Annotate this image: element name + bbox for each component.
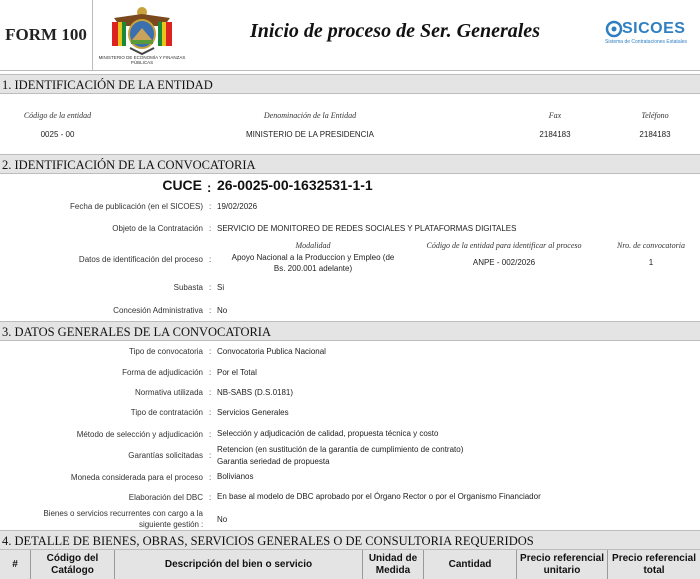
page-title: Inicio de proceso de Ser. Generales <box>250 20 540 42</box>
entity-code-value: 0025 - 00 <box>40 130 75 139</box>
col-total-price: Precio referencial total <box>612 552 696 576</box>
col-catalog-code: Código del Catálogo <box>31 550 115 579</box>
col-unit-price: Precio referencial unitario <box>517 550 608 579</box>
section-call-title: 2. IDENTIFICACIÓN DE LA CONVOCATORIA <box>0 154 700 174</box>
sicoes-logo-word: SICOES <box>622 20 686 37</box>
fax-value: 2184183 <box>539 130 571 139</box>
dbc-value: En base al modelo de DBC aprobado por el Órgano Rector o por el Organismo Financiador <box>217 492 541 501</box>
section-entity-title: 1. IDENTIFICACIÓN DE LA ENTIDAD <box>0 74 700 94</box>
regulation-value: NB-SABS (D.S.0181) <box>217 388 294 397</box>
dbc-label: Elaboración del DBC <box>128 493 203 502</box>
contract-type-value: Servicios Generales <box>217 408 289 417</box>
modality-line1: Apoyo Nacional a la Produccion y Empleo (de <box>231 253 395 262</box>
auction-value: Si <box>217 283 225 292</box>
call-number-value: 1 <box>648 258 654 267</box>
detail-table-header <box>0 549 700 579</box>
recurrent-label-line2: siguiente gestión <box>138 520 199 529</box>
recurrent-label-line1: Bienes o servicios recurrentes con cargo a la <box>43 509 203 518</box>
entity-name-value: MINISTERIO DE LA PRESIDENCIA <box>245 130 375 139</box>
form-label: FORM 100 <box>0 0 93 70</box>
col-description: Descripción del bien o servicio <box>115 550 363 579</box>
cuce-colon: : <box>207 180 212 195</box>
cuce-value: 26-0025-00-1632531-1-1 <box>217 177 373 193</box>
award-form-label: Forma de adjudicación <box>122 368 203 377</box>
phone-header: Teléfono <box>641 111 669 120</box>
award-form-value: Por el Total <box>217 368 257 377</box>
section-general-title: 3. DATOS GENERALES DE LA CONVOCATORIA <box>0 321 700 341</box>
object-label: Objeto de la Contratación <box>112 224 203 233</box>
cuce-label: CUCE <box>162 177 202 193</box>
guarantees-line1: Retencion (en sustitución de la garantía de cumplimiento de contrato) <box>217 445 464 454</box>
col-quantity: Cantidad <box>424 550 517 579</box>
sicoes-logo-icon <box>605 20 623 38</box>
col-unit: Unidad de Medida <box>363 550 424 579</box>
currency-value: Bolivianos <box>217 472 254 481</box>
entity-code-header: Código de la entidad <box>23 111 92 120</box>
publication-date-label: Fecha de publicación (en el SICOES) <box>70 202 203 211</box>
guarantees-line2: Garantia seriedad de propuesta <box>217 457 330 466</box>
selection-method-value: Selección y adjudicación de calidad, propuesta técnica y costo <box>217 429 439 438</box>
process-code-header: Código de la entidad para identificar al proceso <box>426 241 582 250</box>
concession-value: No <box>217 306 228 315</box>
guarantees-label: Garantías solicitadas <box>128 451 203 460</box>
process-data-label: Datos de identificación del proceso <box>78 255 203 264</box>
modality-line2: Bs. 200.001 adelante) <box>273 264 353 273</box>
call-type-value: Convocatoria Publica Nacional <box>217 347 326 356</box>
phone-value: 2184183 <box>639 130 671 139</box>
page-header <box>0 0 700 71</box>
fax-header: Fax <box>548 111 562 120</box>
section-detail-title: 4. DETALLE DE BIENES, OBRAS, SERVICIOS GENERALES O DE CONSULTORIA REQUERIDOS <box>0 530 700 550</box>
currency-label: Moneda considerada para el proceso <box>70 473 203 482</box>
contract-type-label: Tipo de contratación <box>130 408 203 417</box>
auction-label: Subasta <box>173 283 203 292</box>
process-code-value: ANPE - 002/2026 <box>472 258 536 267</box>
publication-date-value: 19/02/2026 <box>217 202 258 211</box>
call-type-label: Tipo de convocatoria <box>129 347 203 356</box>
selection-method-label: Método de selección y adjudicación <box>76 430 203 439</box>
modality-header: Modalidad <box>295 241 331 250</box>
ministry-caption: MINISTERIO DE ECONOMÍA Y FINANZAS PÚBLICAS <box>98 55 186 65</box>
recurrent-value: No <box>217 515 228 524</box>
concession-label: Concesión Administrativa <box>113 306 203 315</box>
sicoes-logo-subtitle: Sistema de Contrataciones Estatales <box>605 39 687 45</box>
col-index: # <box>0 550 31 579</box>
call-number-header: Nro. de convocatoria <box>617 241 685 250</box>
regulation-label: Normativa utilizada <box>134 388 203 397</box>
object-value: SERVICIO DE MONITOREO DE REDES SOCIALES Y PLATAFORMAS DIGITALES <box>217 224 517 233</box>
entity-name-header: Denominación de la Entidad <box>263 111 357 120</box>
